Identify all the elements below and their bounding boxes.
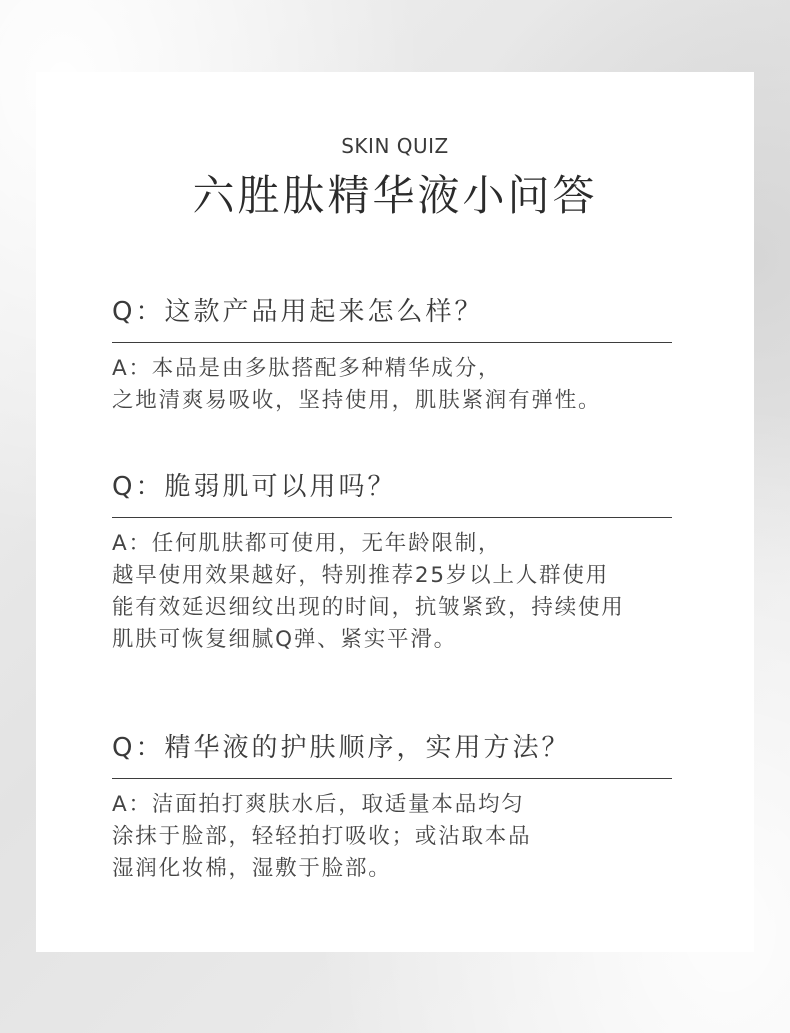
answer-line: 涂抹于脸部，轻轻拍打吸收；或沾取本品 bbox=[112, 824, 532, 849]
answer-line: 越早使用效果越好，特别推荐25岁以上人群使用 bbox=[112, 563, 609, 588]
answer-text bbox=[112, 528, 672, 656]
question-text: Q：精华液的护肤顺序，实用方法？ bbox=[112, 728, 672, 779]
answer-line: 肌肤可恢复细腻Q弹、紧实平滑。 bbox=[112, 627, 457, 652]
qa-list bbox=[112, 292, 672, 935]
quiz-card bbox=[36, 72, 754, 952]
question-text: Q：这款产品用起来怎么样？ bbox=[112, 292, 672, 343]
answer-line: A：洁面拍打爽肤水后，取适量本品均匀 bbox=[112, 792, 525, 817]
qa-item bbox=[112, 728, 672, 885]
question-text: Q：脆弱肌可以用吗？ bbox=[112, 467, 672, 518]
qa-item bbox=[112, 292, 672, 417]
answer-line: A：本品是由多肽搭配多种精华成分， bbox=[112, 356, 502, 381]
answer-text bbox=[112, 789, 672, 885]
answer-line: 之地清爽易吸收，坚持使用，肌肤紧润有弹性。 bbox=[112, 388, 602, 413]
answer-line: A：任何肌肤都可使用，无年龄限制， bbox=[112, 531, 502, 556]
answer-line: 能有效延迟细纹出现的时间，抗皱紧致，持续使用 bbox=[112, 595, 625, 620]
qa-item bbox=[112, 467, 672, 656]
eyebrow-label: SKIN QUIZ bbox=[341, 134, 449, 158]
answer-line: 湿润化妆棉，湿敷于脸部。 bbox=[112, 856, 392, 881]
header bbox=[36, 72, 754, 224]
page-title: 六胜肽精华液小问答 bbox=[192, 171, 598, 220]
answer-text bbox=[112, 353, 672, 417]
